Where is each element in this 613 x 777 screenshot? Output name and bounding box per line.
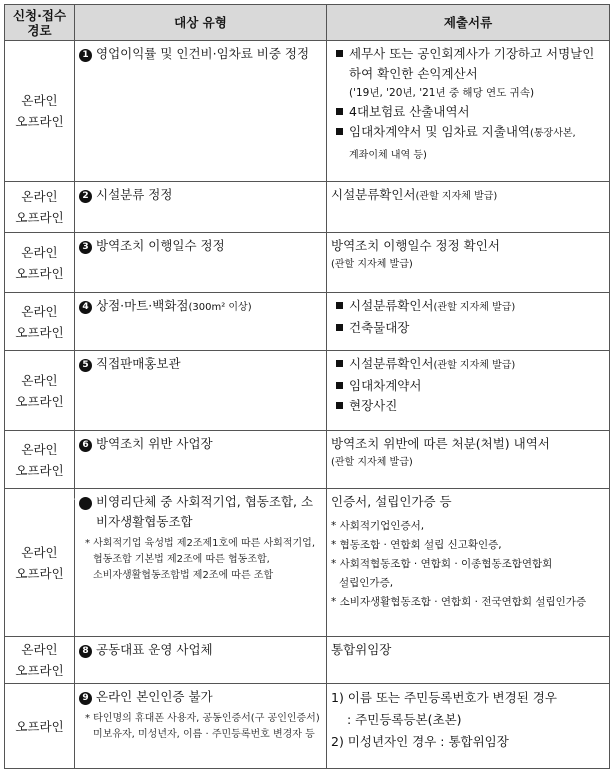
list-item: 건축물대장 xyxy=(331,318,605,338)
circled-number-icon: 3 xyxy=(79,241,92,254)
type-cell: 1 영업이익률 및 인건비·임차료 비중 정정 xyxy=(75,41,327,182)
route-cell: 온라인 오프라인 xyxy=(5,489,75,637)
route-cell: 온라인 오프라인 xyxy=(5,182,75,233)
circled-number-icon: 8 xyxy=(79,645,92,658)
table-row xyxy=(5,182,610,233)
table-row xyxy=(5,489,610,637)
header-route: 신청·접수 경로 xyxy=(5,5,75,41)
docs-cell xyxy=(327,351,610,431)
submission-table-wrapper xyxy=(4,4,609,769)
list-item: 시설분류확인서(관할 지자체 발급) xyxy=(331,296,605,318)
table-row xyxy=(5,684,610,769)
type-cell: 3 방역조치 이행일수 정정 xyxy=(75,233,327,293)
docs-cell: 인증서, 설립인가증 등 * 사회적기업인증서, * 협동조합 · 연합회 설립 신고확인증, * 사회적협동조합 · 연합회 · 이종협동조합연합회 설립인가증, * 소비자생활협동조합 · 연합회 · 전국연합회 설립인가증 xyxy=(327,489,610,637)
route-cell: 온라인 오프라인 xyxy=(5,637,75,684)
type-cell: 9 온라인 본인인증 불가 * 타인명의 휴대폰 사용자, 공동인증서(구 공인인증서) 미보유자, 미성년자, 이름 · 주민등록번호 변경자 등 xyxy=(75,684,327,769)
docs-cell: 통합위임장 xyxy=(327,637,610,684)
docs-cell: 1) 이름 또는 주민등록번호가 변경된 경우 : 주민등록등본(초본) 2) 미성년자인 경우 : 통합위임장 xyxy=(327,684,610,769)
list-item: 4대보험료 산출내역서 xyxy=(331,102,605,122)
type-cell: 7 비영리단체 중 사회적기업, 협동조합, 소비자생활협동조합 * 사회적기업 육성법 제2조제1호에 따른 사회적기업, 협동조합 기본법 제2조에 따른 협동조합, 소비자생활협동조합법 제2조에 따른 조합 xyxy=(75,489,327,637)
type-cell: 8 공동대표 운영 사업체 xyxy=(75,637,327,684)
circled-number-icon: 7 xyxy=(79,497,92,510)
circled-number-icon: 5 xyxy=(79,359,92,372)
docs-cell xyxy=(327,293,610,351)
list-item: 세무사 또는 공인회계사가 기장하고 서명날인하여 확인한 손익계산서 xyxy=(331,44,605,84)
table-row xyxy=(5,233,610,293)
list-item: 임대차계약서 및 임차료 지출내역(통장사본, 계좌이체 내역 등) xyxy=(331,122,605,166)
circled-number-icon: 9 xyxy=(79,692,92,705)
list-item: 시설분류확인서(관할 지자체 발급) xyxy=(331,354,605,376)
header-docs: 제출서류 xyxy=(327,5,610,41)
table-row xyxy=(5,351,610,431)
list-item: 임대차계약서 xyxy=(331,376,605,396)
circled-number-icon: 1 xyxy=(79,49,92,62)
list-item-subtext: ('19년, '20년, '21년 중 해당 연도 귀속) xyxy=(349,87,535,99)
circled-number-icon: 2 xyxy=(79,190,92,203)
type-cell: 5 직접판매홍보관 xyxy=(75,351,327,431)
circled-number-icon: 4 xyxy=(79,301,92,314)
table-row xyxy=(5,637,610,684)
list-item: 현장사진 xyxy=(331,396,605,416)
route-cell: 온라인 오프라인 xyxy=(5,233,75,293)
route-cell: 오프라인 xyxy=(5,684,75,769)
header-type: 대상 유형 xyxy=(75,5,327,41)
table-row xyxy=(5,431,610,489)
docs-cell xyxy=(327,41,610,182)
route-cell: 온라인 오프라인 xyxy=(5,41,75,182)
circled-number-icon: 6 xyxy=(79,439,92,452)
type-cell: 6 방역조치 위반 사업장 xyxy=(75,431,327,489)
route-cell: 온라인 오프라인 xyxy=(5,431,75,489)
route-cell: 온라인 오프라인 xyxy=(5,293,75,351)
docs-cell: 방역조치 위반에 따른 처분(처벌) 내역서 (관할 지자체 발급) xyxy=(327,431,610,489)
header-row xyxy=(5,5,610,41)
type-note: * 사회적기업 육성법 제2조제1호에 따른 사회적기업, 협동조합 기본법 제2조에 따른 협동조합, 소비자생활협동조합법 제2조에 따른 조합 xyxy=(85,538,315,581)
docs-cell: 시설분류확인서(관할 지자체 발급) xyxy=(327,182,610,233)
route-cell: 온라인 오프라인 xyxy=(5,351,75,431)
type-cell: 2 시설분류 정정 xyxy=(75,182,327,233)
docs-cell: 방역조치 이행일수 정정 확인서 (관할 지자체 발급) xyxy=(327,233,610,293)
table-row xyxy=(5,41,610,182)
type-cell: 4 상점·마트·백화점(300m² 이상) xyxy=(75,293,327,351)
submission-documents-table xyxy=(4,4,610,769)
table-row xyxy=(5,293,610,351)
type-note: * 타인명의 휴대폰 사용자, 공동인증서(구 공인인증서) 미보유자, 미성년자, 이름 · 주민등록번호 변경자 등 xyxy=(85,713,320,740)
